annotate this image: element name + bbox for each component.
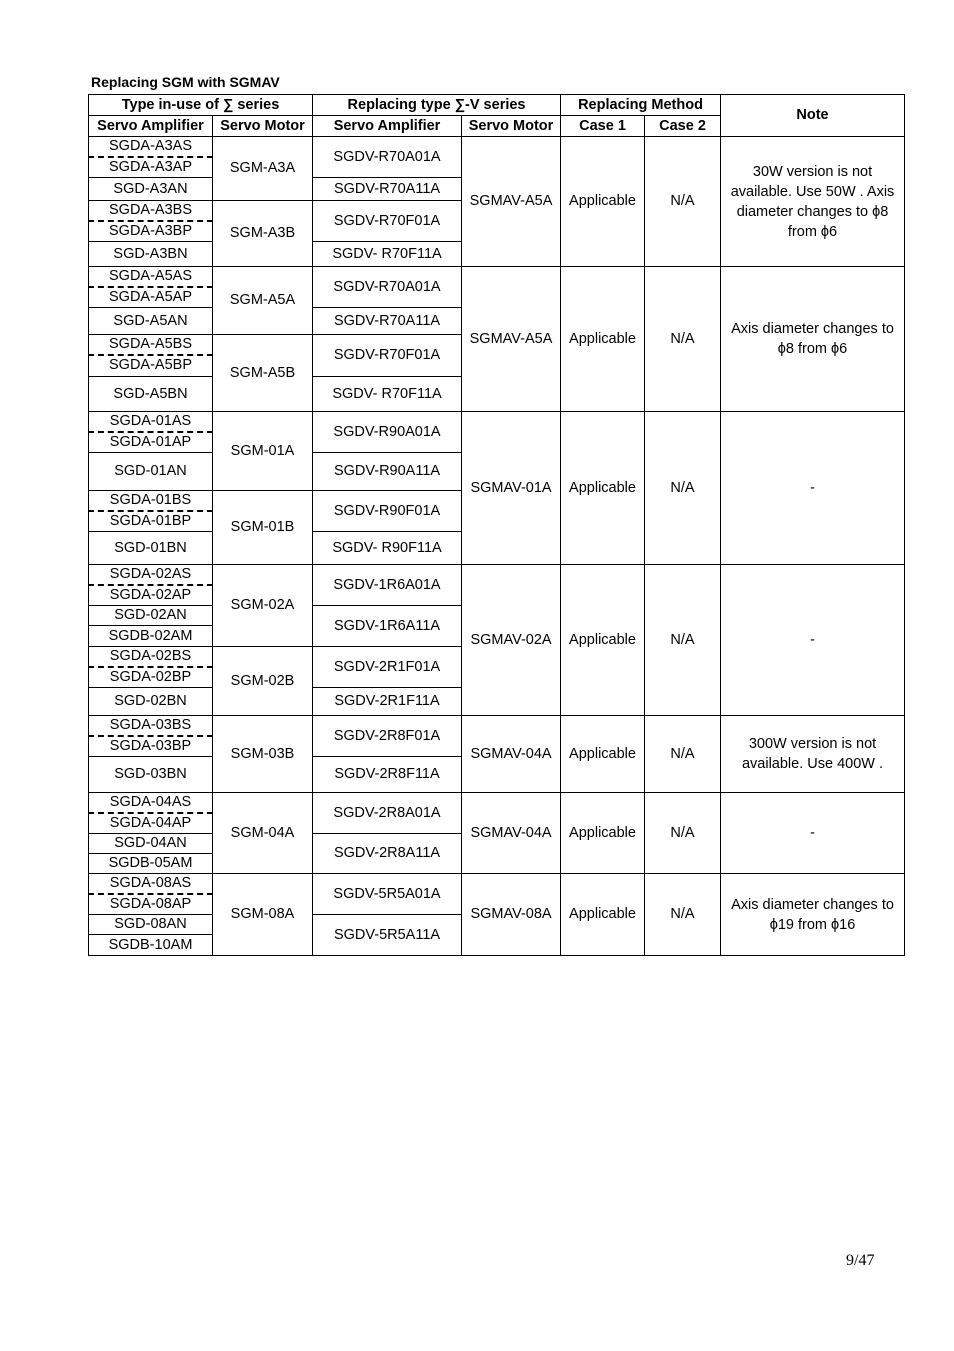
motor-cell: SGM-A5A [213,267,313,335]
table-row [89,716,905,736]
repl-motor-cell: SGMAV-A5A [462,267,561,412]
amp-cell: SGDA-A5BP [89,355,213,377]
case2-cell: N/A [645,137,721,267]
amp-cell: SGDA-04AP [89,813,213,834]
amp-cell: SGDA-A5AP [89,287,213,308]
repl-amp-cell: SGDV-R70A11A [313,308,462,335]
amp-cell: SGDB-02AM [89,626,213,647]
table-row [89,412,905,432]
case1-cell: Applicable [561,716,645,793]
repl-amp-cell: SGDV-2R8A11A [313,834,462,874]
amp-cell: SGDB-10AM [89,935,213,956]
repl-amp-cell: SGDV-R90A11A [313,453,462,491]
repl-amp-cell: SGDV-R70F01A [313,335,462,377]
note-cell: 300W version is not available. Use 400W . [721,716,905,793]
table-row [89,874,905,894]
case2-cell: N/A [645,874,721,956]
amp-cell: SGDB-05AM [89,854,213,874]
repl-motor-cell: SGMAV-A5A [462,137,561,267]
amp-cell: SGD-02BN [89,688,213,716]
case2-cell: N/A [645,793,721,874]
amp-cell: SGD-04AN [89,834,213,854]
amp-cell: SGDA-02AP [89,585,213,606]
repl-motor-cell: SGMAV-02A [462,565,561,716]
amp-cell: SGD-A3AN [89,178,213,201]
header-method: Replacing Method [561,95,721,116]
repl-amp-cell: SGDV-R70F01A [313,201,462,242]
note-cell: Axis diameter changes to ϕ8 from ϕ6 [721,267,905,412]
amp-cell: SGD-03BN [89,757,213,793]
table-row [89,267,905,287]
repl-amp-cell: SGDV-5R5A01A [313,874,462,915]
header-replacing-amplifier: Servo Amplifier [313,116,462,137]
note-cell: Axis diameter changes to ϕ19 from ϕ16 [721,874,905,956]
header-case1: Case 1 [561,116,645,137]
repl-amp-cell: SGDV-2R1F01A [313,647,462,688]
amp-cell: SGDA-03BS [89,716,213,736]
repl-amp-cell: SGDV-5R5A11A [313,915,462,956]
repl-amp-cell: SGDV-R70A11A [313,178,462,201]
repl-amp-cell: SGDV-R90A01A [313,412,462,453]
header-replacing-motor: Servo Motor [462,116,561,137]
header-row-1 [89,95,905,116]
table-row [89,565,905,585]
amp-cell: SGDA-01BP [89,511,213,532]
motor-cell: SGM-A5B [213,335,313,412]
amp-cell: SGD-A3BN [89,242,213,267]
amp-cell: SGDA-01AS [89,412,213,432]
amp-cell: SGDA-02BP [89,667,213,688]
motor-cell: SGM-02B [213,647,313,716]
amp-cell: SGDA-A3BP [89,221,213,242]
note-cell: - [721,412,905,565]
case1-cell: Applicable [561,565,645,716]
repl-amp-cell: SGDV- R70F11A [313,377,462,412]
motor-cell: SGM-03B [213,716,313,793]
repl-amp-cell: SGDV-2R1F11A [313,688,462,716]
page-title: Replacing SGM with SGMAV [91,74,280,90]
repl-amp-cell: SGDV-1R6A01A [313,565,462,606]
case1-cell: Applicable [561,137,645,267]
amp-cell: SGDA-A3BS [89,201,213,221]
case2-cell: N/A [645,267,721,412]
header-replacing: Replacing type ∑-V series [313,95,561,116]
amp-cell: SGDA-A5AS [89,267,213,287]
motor-cell: SGM-A3A [213,137,313,201]
case1-cell: Applicable [561,267,645,412]
case2-cell: N/A [645,412,721,565]
case2-cell: N/A [645,716,721,793]
motor-cell: SGM-01A [213,412,313,491]
amp-cell: SGDA-04AS [89,793,213,813]
table-row [89,137,905,157]
repl-amp-cell: SGDV-R70A01A [313,267,462,308]
amp-cell: SGD-A5BN [89,377,213,412]
motor-cell: SGM-A3B [213,201,313,267]
case1-cell: Applicable [561,412,645,565]
motor-cell: SGM-08A [213,874,313,956]
header-in-use: Type in-use of ∑ series [89,95,313,116]
table-row [89,793,905,813]
repl-amp-cell: SGDV-2R8F01A [313,716,462,757]
amp-cell: SGDA-A3AS [89,137,213,157]
amp-cell: SGDA-02AS [89,565,213,585]
amp-cell: SGDA-01BS [89,491,213,511]
header-note: Note [721,95,905,137]
repl-motor-cell: SGMAV-08A [462,874,561,956]
repl-amp-cell: SGDV-1R6A11A [313,606,462,647]
case2-cell: N/A [645,565,721,716]
motor-cell: SGM-04A [213,793,313,874]
note-cell: 30W version is not available. Use 50W . Axis diameter changes to ϕ8 from ϕ6 [721,137,905,267]
case1-cell: Applicable [561,793,645,874]
repl-amp-cell: SGDV-R90F01A [313,491,462,532]
amp-cell: SGD-01AN [89,453,213,491]
amp-cell: SGD-08AN [89,915,213,935]
note-cell: - [721,565,905,716]
amp-cell: SGD-A5AN [89,308,213,335]
motor-cell: SGM-01B [213,491,313,565]
note-cell: - [721,793,905,874]
repl-amp-cell: SGDV- R90F11A [313,532,462,565]
repl-amp-cell: SGDV-2R8A01A [313,793,462,834]
amp-cell: SGDA-08AP [89,894,213,915]
header-servo-motor: Servo Motor [213,116,313,137]
repl-amp-cell: SGDV-2R8F11A [313,757,462,793]
replacement-table [88,94,905,956]
header-servo-amplifier: Servo Amplifier [89,116,213,137]
repl-amp-cell: SGDV- R70F11A [313,242,462,267]
repl-amp-cell: SGDV-R70A01A [313,137,462,178]
amp-cell: SGD-01BN [89,532,213,565]
amp-cell: SGDA-01AP [89,432,213,453]
amp-cell: SGDA-A3AP [89,157,213,178]
motor-cell: SGM-02A [213,565,313,647]
amp-cell: SGDA-02BS [89,647,213,667]
amp-cell: SGD-02AN [89,606,213,626]
case1-cell: Applicable [561,874,645,956]
repl-motor-cell: SGMAV-04A [462,716,561,793]
amp-cell: SGDA-03BP [89,736,213,757]
amp-cell: SGDA-08AS [89,874,213,894]
header-case2: Case 2 [645,116,721,137]
repl-motor-cell: SGMAV-01A [462,412,561,565]
amp-cell: SGDA-A5BS [89,335,213,355]
page-number: 9/47 [846,1252,875,1269]
repl-motor-cell: SGMAV-04A [462,793,561,874]
